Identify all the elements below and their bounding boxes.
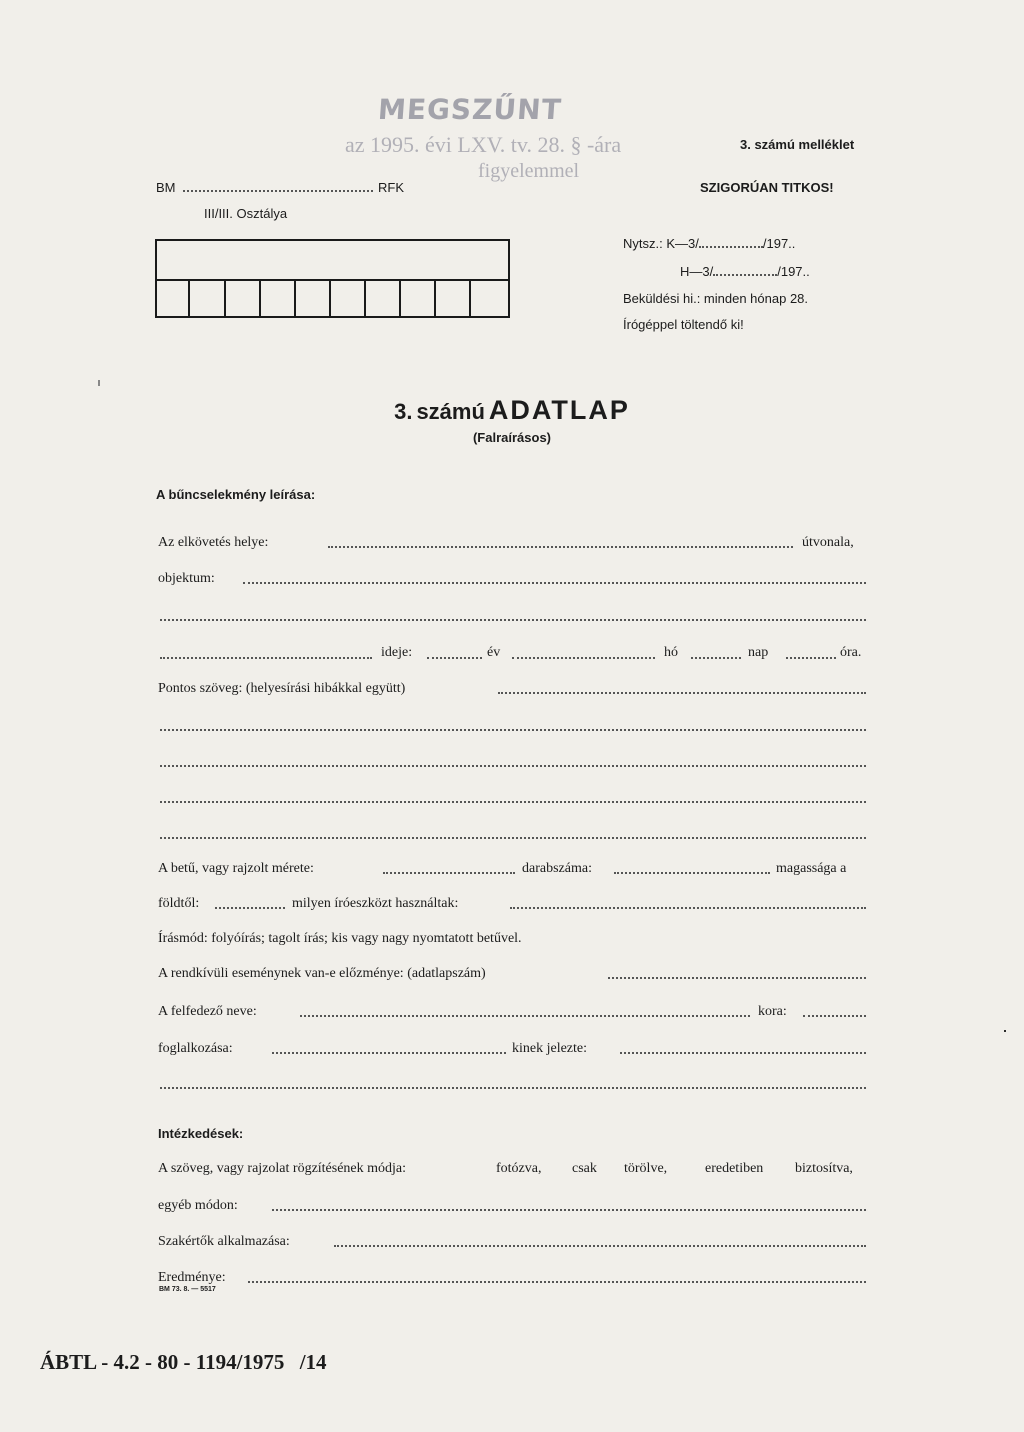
year-label: év: [487, 645, 501, 660]
registry-box-cell: [224, 281, 226, 316]
reported-to-label: kinek jelezte:: [512, 1041, 588, 1056]
title-number: 3.: [394, 399, 413, 424]
scan-speck: [98, 380, 100, 386]
result-field[interactable]: [248, 1281, 866, 1283]
size-label: A betű, vagy rajzolt mérete:: [158, 861, 314, 876]
occupation-continuation-field[interactable]: [160, 1086, 866, 1089]
age-label: kora:: [758, 1004, 787, 1019]
height-label: magassága a: [776, 861, 847, 876]
option-original[interactable]: eredetiben: [705, 1161, 764, 1176]
month-label: hó: [664, 645, 678, 660]
attachment-label: 3. számú melléklet: [740, 137, 855, 152]
archive-page: /14: [299, 1350, 327, 1374]
exact-text-field[interactable]: [498, 692, 866, 694]
age-field[interactable]: [803, 1015, 866, 1017]
nytsz-k-year: /197..: [762, 236, 796, 251]
occupation-field[interactable]: [272, 1052, 506, 1054]
antecedent-label: A rendkívüli eseménynek van-e előzménye: (adatlapszám): [158, 966, 486, 981]
day-label: nap: [748, 645, 769, 660]
hour-label: óra.: [840, 645, 862, 660]
other-method-label: egyéb módon:: [158, 1198, 238, 1213]
department-label: III/III. Osztálya: [204, 206, 288, 221]
bm-prefix: [156, 180, 176, 195]
option-only[interactable]: csak: [572, 1161, 597, 1176]
time-prefix-field[interactable]: [160, 657, 372, 659]
result-label: Eredménye:: [158, 1270, 226, 1285]
form-title: [0, 395, 1024, 426]
option-photo[interactable]: fotózva,: [496, 1161, 542, 1176]
other-method-field[interactable]: [272, 1209, 866, 1211]
writing-mode[interactable]: Írásmód: folyóírás; tagolt írás; kis vagy nagy nyomtatott betűvel.: [158, 931, 522, 946]
exact-text-line-2[interactable]: [160, 728, 866, 731]
registry-box-cell: [259, 281, 261, 316]
month-field[interactable]: [512, 657, 655, 659]
nytsz-k-dots: [699, 245, 763, 248]
stamp-figyelemmel: figyelemmel: [478, 160, 580, 182]
object-field[interactable]: [243, 582, 866, 584]
title-adatlap: ADATLAP: [488, 395, 630, 425]
classification-label: SZIGORÚAN TITKOS!: [700, 180, 834, 195]
nytsz-h-row: [680, 264, 810, 279]
ground-label: földtől:: [158, 896, 200, 911]
nytsz-h-prefix: H—3/: [680, 264, 714, 279]
registry-box-cell: [188, 281, 190, 316]
hour-field[interactable]: [786, 657, 836, 659]
ground-field[interactable]: [215, 907, 285, 909]
registry-number-box: [155, 239, 510, 318]
registry-box-cell: [329, 281, 331, 316]
record-method-label: A szöveg, vagy rajzolat rögzítésének módja:: [158, 1161, 407, 1176]
measures-heading: Intézkedések:: [158, 1126, 244, 1141]
stamp-megszunt: MEGSZŰNT: [376, 93, 563, 126]
experts-field[interactable]: [334, 1245, 866, 1247]
exact-text-line-3[interactable]: [160, 764, 866, 767]
form-subtitle: (Falraírásos): [472, 430, 552, 445]
reported-to-field[interactable]: [620, 1052, 866, 1054]
nytsz-k-prefix: K—3/: [666, 236, 699, 251]
title-word: számú: [416, 399, 485, 424]
nytsz-h-dots: [713, 273, 777, 276]
object-label: objektum:: [158, 571, 215, 586]
crime-description-heading: A bűncselekmény leírása:: [156, 487, 316, 502]
registry-box-cell: [294, 281, 296, 316]
exact-text-line-5[interactable]: [160, 836, 866, 839]
bm-dotted-line: [183, 190, 373, 192]
place-field[interactable]: [328, 546, 793, 548]
size-field[interactable]: [383, 872, 515, 874]
count-field[interactable]: [614, 872, 770, 874]
count-label: darabszáma:: [522, 861, 592, 876]
tool-field[interactable]: [510, 907, 866, 909]
bm-label: BM: [156, 180, 176, 195]
print-code: BM 73. 8. — 5517: [159, 1286, 216, 1293]
registry-box-cell: [364, 281, 366, 316]
tool-label: milyen íróeszközt használtak:: [292, 896, 459, 911]
experts-label: Szakértők alkalmazása:: [158, 1234, 290, 1249]
place-label: Az elkövetés helye:: [158, 535, 269, 550]
time-label: ideje:: [381, 645, 413, 660]
year-field[interactable]: [427, 657, 482, 659]
antecedent-field[interactable]: [608, 977, 866, 979]
finder-label: A felfedező neve:: [158, 1004, 257, 1019]
occupation-label: foglalkozása:: [158, 1041, 233, 1056]
archive-ref-number: ÁBTL - 4.2 - 80 - 1194/1975: [40, 1350, 285, 1374]
rfk-label: RFK: [378, 180, 404, 195]
registry-box-cell: [469, 281, 471, 316]
object-continuation-field[interactable]: [160, 618, 866, 621]
registry-box-top-row: [157, 241, 508, 281]
exact-text-line-4[interactable]: [160, 800, 866, 803]
scan-speck: [1004, 1030, 1006, 1032]
stamp-law-reference: az 1995. évi LXV. tv. 28. § -ára: [345, 132, 622, 157]
registry-box-cell: [399, 281, 401, 316]
finder-field[interactable]: [300, 1015, 750, 1017]
option-secured[interactable]: biztosítva,: [795, 1161, 853, 1176]
route-label: útvonala,: [802, 535, 854, 550]
option-erased[interactable]: törölve,: [624, 1161, 668, 1176]
nytsz-h-year: /197..: [777, 264, 810, 279]
exact-text-label: Pontos szöveg: (helyesírási hibákkal együtt): [158, 681, 406, 696]
registry-box-cell: [434, 281, 436, 316]
nytsz-label: Nytsz.:: [623, 236, 663, 251]
deadline-label: Beküldési hi.: minden hónap 28.: [623, 291, 809, 306]
day-field[interactable]: [691, 657, 741, 659]
nytsz-k-row: [623, 236, 795, 251]
archive-reference: [40, 1350, 327, 1375]
typewriter-note: Írógéppel töltendő ki!: [623, 317, 744, 332]
